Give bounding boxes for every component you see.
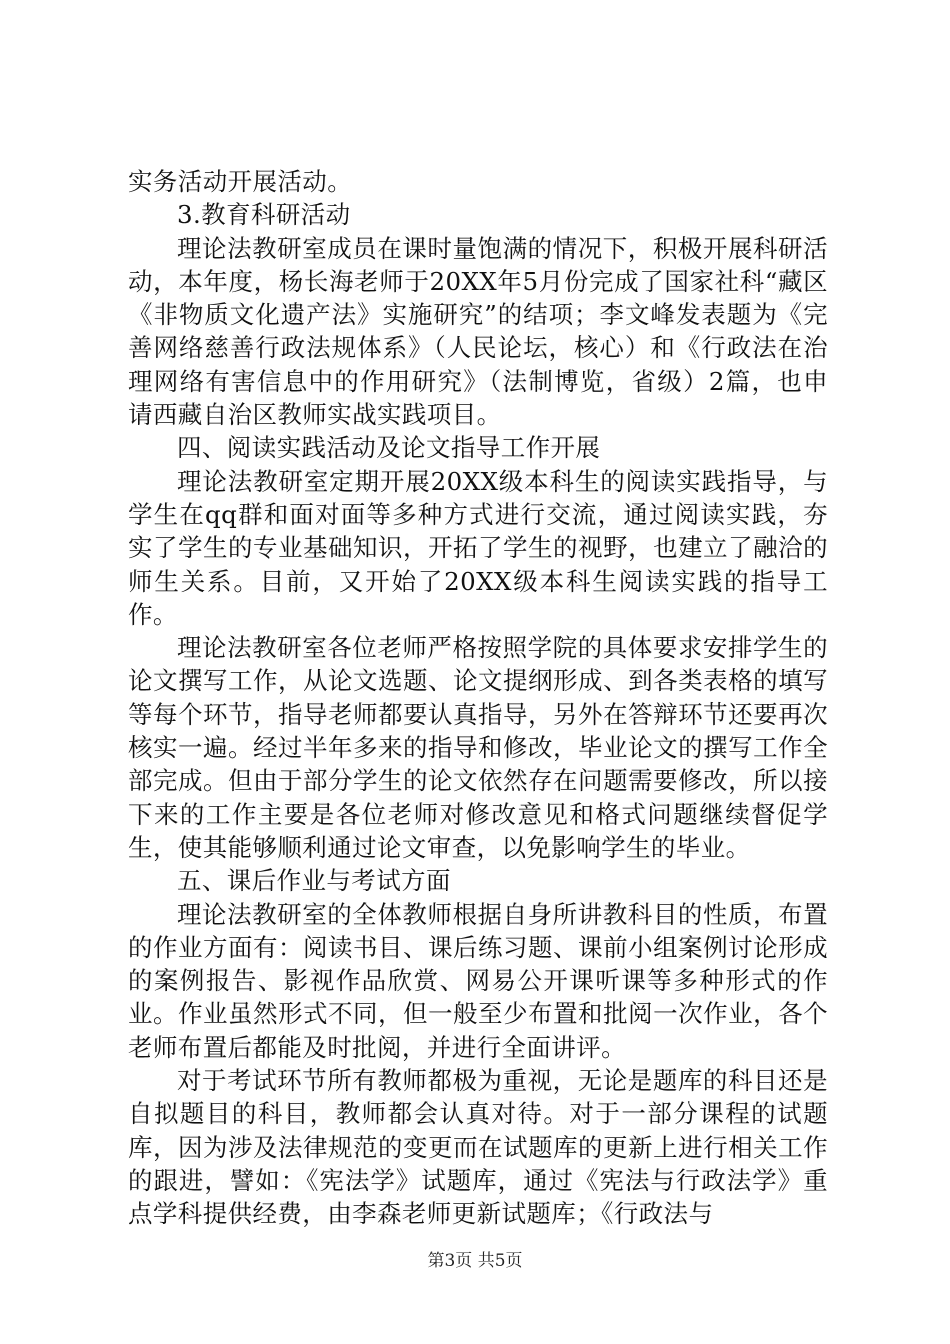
paragraph-research: 理论法教研室成员在课时量饱满的情况下，积极开展科研活动，本年度，杨长海老师于20XX年5月份完成了国家社科“藏区《非物质文化遗产法》实施研究”的结项；李文峰发表题为《完善网络慈善行政法规体系》（人民论坛，核心）和《行政法在治理网络有害信息中的作用研究》（法制博览，省级）2篇，也申请西藏自治区教师实战实践项目。 bbox=[128, 233, 828, 430]
section-heading-research: 3.教育科研活动 bbox=[177, 200, 351, 230]
document-body bbox=[128, 165, 828, 1231]
paragraph-homework: 理论法教研室的全体教师根据自身所讲教科目的性质，布置的作业方面有：阅读书目、课后练习题、课前小组案例讨论形成的案例报告、影视作品欣赏、网易公开课听课等多种形式的作业。作业虽然形式不同，但一般至少布置和批阅一次作业，各个老师布置后都能及时批阅，并进行全面讲评。 bbox=[128, 899, 828, 1062]
section-heading-homework: 五、课后作业与考试方面 bbox=[177, 866, 451, 896]
paragraph-reading-practice: 理论法教研室定期开展20XX级本科生的阅读实践指导，与学生在qq群和面对面等多种方式进行交流，通过阅读实践，夯实了学生的专业基础知识，开拓了学生的视野，也建立了融洽的师生关系。目前，又开始了20XX级本科生阅读实践的指导工作。 bbox=[128, 466, 828, 629]
page-footer: 第3页 共5页 bbox=[427, 1251, 523, 1271]
paragraph-exams: 对于考试环节所有教师都极为重视，无论是题库的科目还是自拟题目的科目，教师都会认真对待。对于一部分课程的试题库，因为涉及法律规范的变更而在试题库的更新上进行相关工作的跟进，譬如：《宪法学》试题库，通过《宪法与行政法学》重点学科提供经费，由李森老师更新试题库；《行政法与 bbox=[128, 1066, 828, 1229]
paragraph-thesis-guidance: 理论法教研室各位老师严格按照学院的具体要求安排学生的论文撰写工作，从论文选题、论文提纲形成、到各类表格的填写等每个环节，指导老师都要认真指导，另外在答辩环节还要再次核实一遍。经过半年多来的指导和修改，毕业论文的撰写工作全部完成。但由于部分学生的论文依然存在问题需要修改，所以接下来的工作主要是各位老师对修改意见和格式问题继续督促学生，使其能够顺利通过论文审查，以免影响学生的毕业。 bbox=[128, 633, 828, 862]
paragraph-continuation: 实务活动开展活动。 bbox=[128, 167, 353, 196]
section-heading-reading: 四、阅读实践活动及论文指导工作开展 bbox=[177, 433, 601, 463]
